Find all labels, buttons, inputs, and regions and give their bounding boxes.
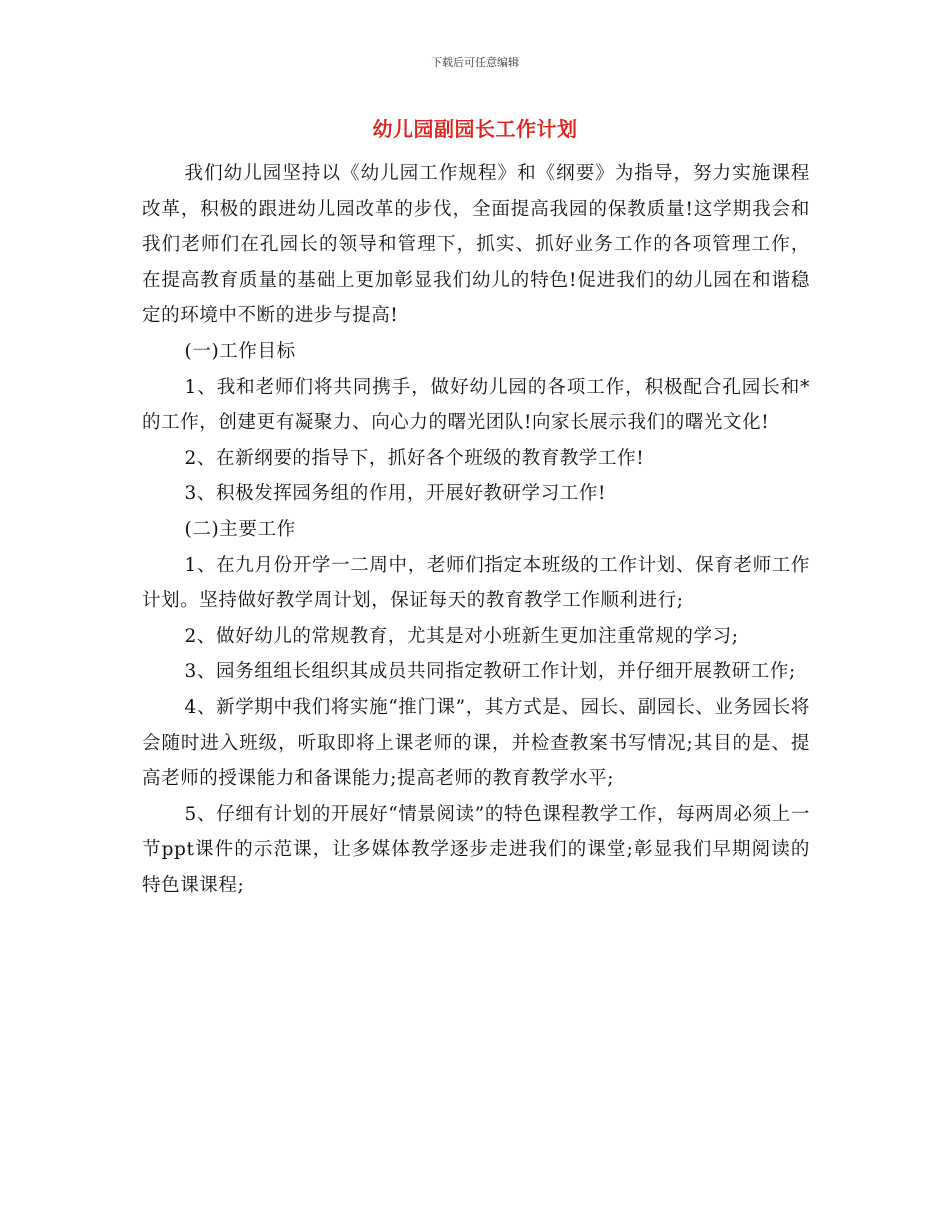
paragraph-goal-3: 3、积极发挥园务组的作用，开展好教研学习工作! (184, 483, 607, 505)
paragraph-work-4: 4、新学期中我们将实施“推门课”，其方式是、园长、副园长、业务园长将会随时进入班级，听取即将上课老师的课，并检查教案书写情况;其目的是、提高老师的授课能力和备课能力;提高老师的教育教学水平; (142, 696, 810, 790)
paragraph-work-3: 3、园务组组长组织其成员共同指定教研工作计划，并仔细开展教研工作; (184, 661, 796, 683)
document-body (142, 156, 810, 903)
section-heading-main-work: (二)主要工作 (184, 518, 296, 540)
paragraph-goal-2: 2、在新纲要的指导下，抓好各个班级的教育教学工作! (184, 447, 645, 469)
section-heading-goals: (一)工作目标 (184, 340, 296, 362)
paragraph-work-1: 1、在九月份开学一二周中，老师们指定本班级的工作计划、保育老师工作计划。坚持做好教学周计划，保证每天的教育教学工作顺利进行; (142, 554, 810, 612)
paragraph-goal-1: 1、我和老师们将共同携手，做好幼儿园的各项工作，积极配合孔园长和*的工作，创建更有凝聚力、向心力的曙光团队!向家长展示我们的曙光文化! (142, 376, 810, 434)
header-note: 下载后可任意编辑 (431, 56, 519, 69)
paragraph-work-2: 2、做好幼儿的常规教育，尤其是对小班新生更加注重常规的学习; (184, 625, 739, 647)
paragraph-intro: 我们幼儿园坚持以《幼儿园工作规程》和《纲要》为指导，努力实施课程改革，积极的跟进幼儿园改革的步伐，全面提高我园的保教质量!这学期我会和我们老师们在孔园长的领导和管理下，抓实、抓好业务工作的各项管理工作，在提高教育质量的基础上更加彰显我们幼儿的特色!促进我们的幼儿园在和谐稳定的环境中不断的进步与提高! (142, 163, 810, 327)
paragraph-work-5: 5、仔细有计划的开展好“情景阅读”的特色课程教学工作，每两周必须上一节ppt课件的示范课，让多媒体教学逐步走进我们的课堂;彰显我们早期阅读的特色课课程; (142, 803, 810, 896)
document-title: 幼儿园副园长工作计划 (372, 117, 578, 141)
